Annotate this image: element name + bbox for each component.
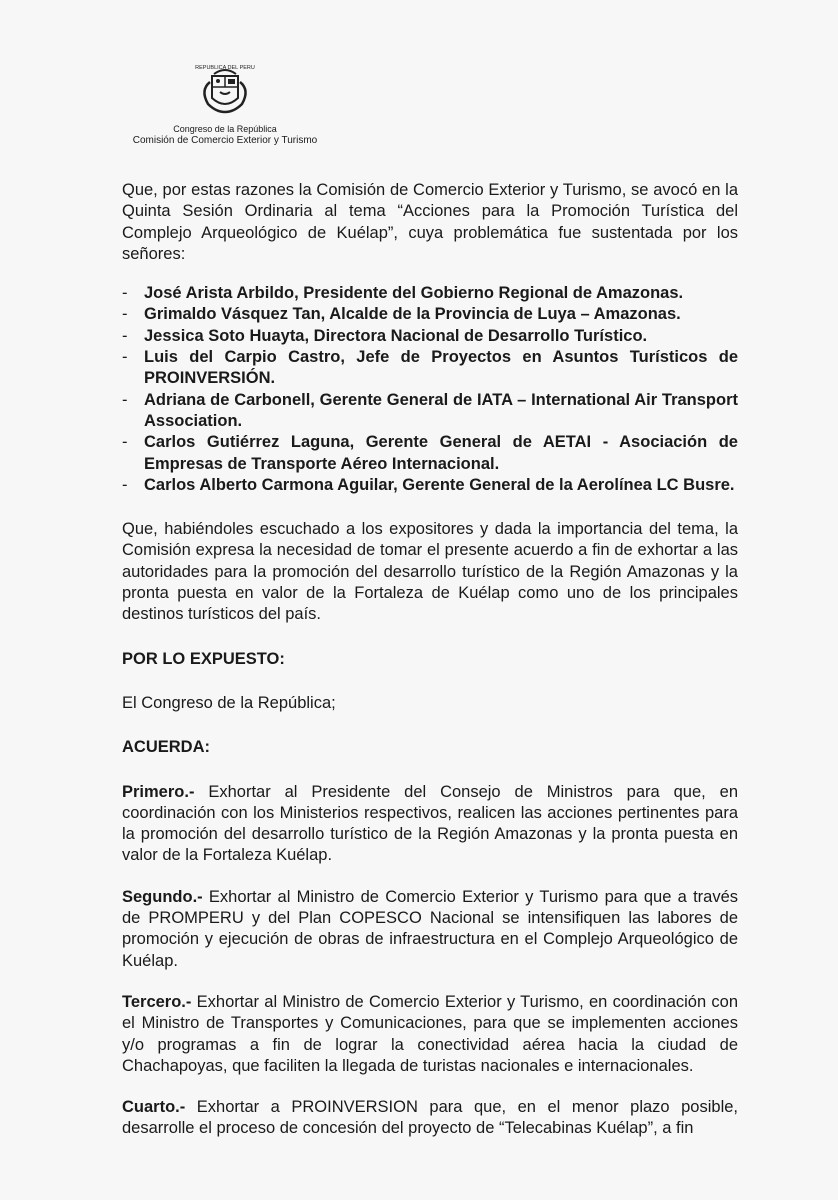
speaker-text: Carlos Alberto Carmona Aguilar, Gerente General de la Aerolínea LC Busre. [144, 475, 735, 494]
segundo-paragraph [122, 887, 738, 972]
primero-text: Exhortar al Presidente del Consejo de Ministros para que, en coordinación con los Ministerios respectivos, realicen las acciones pertinentes para la promoción del desarrollo turístico de la Región Amazonas y la pronta puesta en valor de la Fortaleza Kuélap. [122, 782, 738, 865]
seal-text: REPUBLICA DEL PERU [195, 65, 255, 71]
list-item [122, 304, 738, 325]
acuerda-heading: ACUERDA: [122, 738, 210, 757]
document-body [122, 180, 738, 1140]
congreso-line: El Congreso de la República; [122, 693, 336, 712]
list-item [122, 475, 738, 496]
commission-name: Comisión de Comercio Exterior y Turismo [132, 135, 318, 146]
list-dash: - [122, 284, 128, 303]
speaker-text: Carlos Gutiérrez Laguna, Gerente General de AETAI - Asociación de Empresas de Transporte Aéreo Internacional. [144, 433, 738, 473]
list-dash: - [122, 305, 128, 324]
cuarto-text: Exhortar a PROINVERSION para que, en el menor plazo posible, desarrolle el proceso de concesión del proyecto de “Telecabinas Kuélap”, a fin [122, 1098, 738, 1138]
tercero-text: Exhortar al Ministro de Comercio Exterior y Turismo, en coordinación con el Ministro de Transportes y Comunicaciones, para que se implementen acciones y/o programas a fin de lograr la conectividad aérea hacia la ciudad de Chachapoyas, que faciliten la llegada de turistas nacionales e internacionales. [122, 992, 738, 1075]
speaker-text: José Arista Arbildo, Presidente del Gobierno Regional de Amazonas. [144, 284, 684, 303]
list-dash: - [122, 348, 128, 367]
list-item [122, 326, 738, 347]
primero-paragraph [122, 782, 738, 867]
letterhead [110, 58, 340, 147]
segundo-label: Segundo.- [122, 887, 203, 906]
speaker-text: Luis del Carpio Castro, Jefe de Proyectos en Asuntos Turísticos de PROINVERSIÓN. [144, 348, 738, 388]
tercero-label: Tercero.- [122, 992, 192, 1011]
cuarto-paragraph [122, 1097, 738, 1140]
list-dash: - [122, 475, 128, 494]
considerations-paragraph: Que, habiéndoles escuchado a los expositores y dada la importancia del tema, la Comisión expresa la necesidad de tomar el presente acuerdo a fin de exhortar a las autoridades para la promoción del desarrollo turístico de la Región Amazonas y la pronta puesta en valor de la Fortaleza de Kuélap como uno de los principales destinos turísticos del país. [122, 520, 738, 624]
tercero-paragraph [122, 992, 738, 1077]
list-item [122, 283, 738, 304]
list-item [122, 432, 738, 475]
speaker-text: Adriana de Carbonell, Gerente General de IATA – International Air Transport Association. [144, 390, 738, 430]
list-dash: - [122, 433, 128, 452]
institution-name: Congreso de la República [173, 124, 277, 134]
list-dash: - [122, 390, 128, 409]
speaker-text: Jessica Soto Huayta, Directora Nacional de Desarrollo Turístico. [144, 326, 648, 345]
cuarto-label: Cuarto.- [122, 1098, 186, 1117]
coat-of-arms-icon [190, 58, 260, 122]
primero-label: Primero.- [122, 782, 195, 801]
speaker-text: Grimaldo Vásquez Tan, Alcalde de la Provincia de Luya – Amazonas. [144, 305, 681, 324]
intro-paragraph: Que, por estas razones la Comisión de Comercio Exterior y Turismo, se avocó en la Quinta Sesión Ordinaria al tema “Acciones para la Promoción Turística del Complejo Arqueológico de Kuélap”, cuya problemática fue sustentada por los señores: [122, 181, 738, 263]
list-item [122, 390, 738, 433]
list-dash: - [122, 326, 128, 345]
segundo-text: Exhortar al Ministro de Comercio Exterior y Turismo para que a través de PROMPERU y del Plan COPESCO Nacional se intensifiquen las labores de promoción y ejecución de obras de infraestructura en el Complejo Arqueológico de Kuélap. [122, 887, 738, 970]
speakers-list [122, 283, 738, 496]
por-lo-expuesto-heading: POR LO EXPUESTO: [122, 649, 285, 668]
list-item [122, 347, 738, 390]
